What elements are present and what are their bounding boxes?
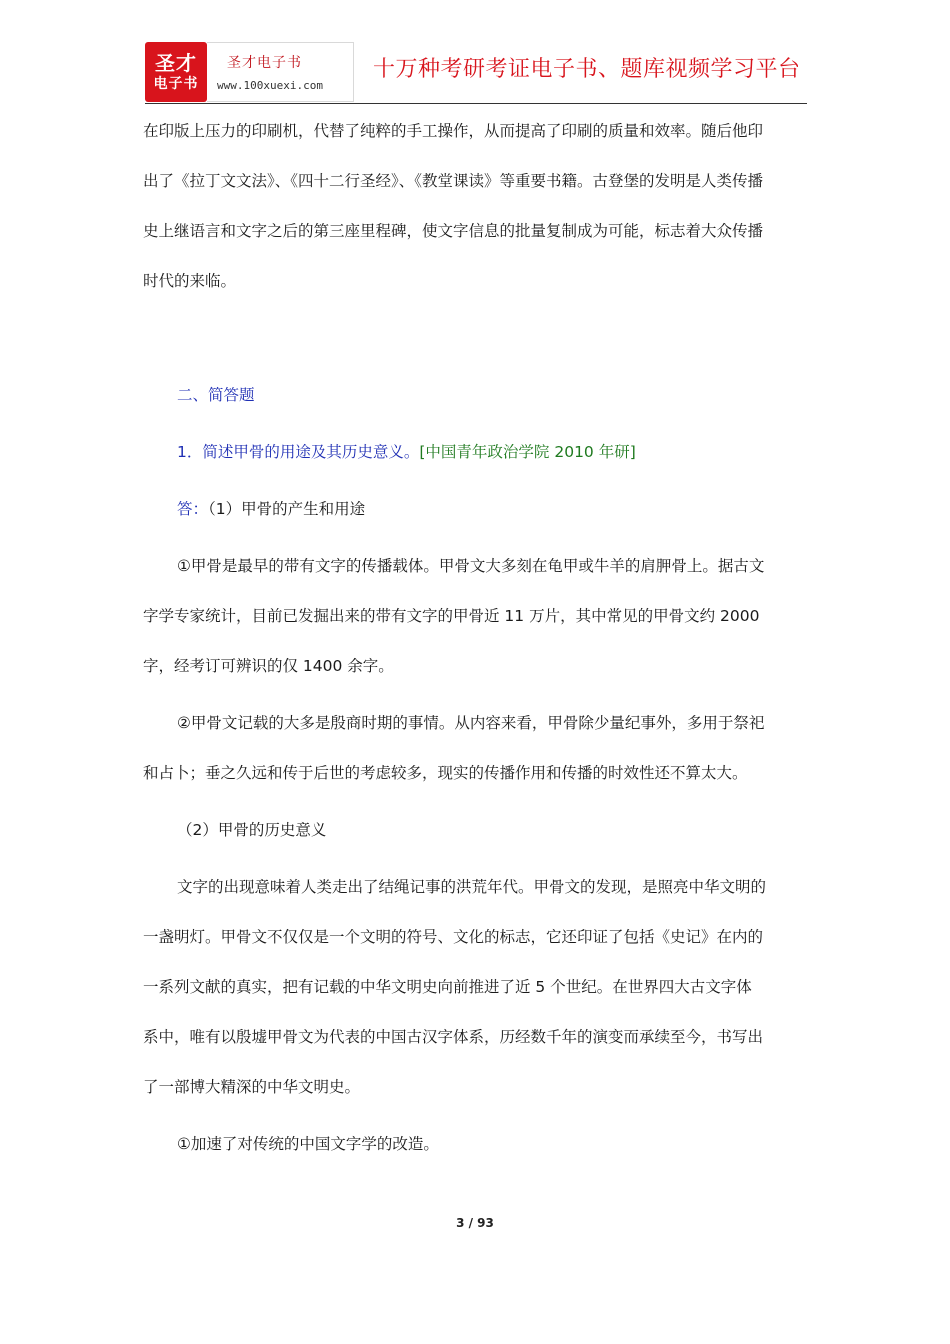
p3-line-4: 系中，唯有以殷墟甲骨文为代表的中国古汉字体系，历经数千年的演变而承续至今，书写出 (143, 1028, 764, 1046)
p3-line-1: 文字的出现意味着人类走出了结绳记事的洪荒年代。甲骨文的发现，是照亮中华文明的 (177, 878, 767, 896)
shengcai-logo (145, 42, 207, 102)
intro-line-3: 史上继语言和文字之后的第三座里程碑，使文字信息的批量复制成为可能，标志着大众传播 (143, 222, 764, 240)
p2-line-1: ②甲骨文记载的大多是殷商时期的事情。从内容来看，甲骨除少量纪事外，多用于祭祀 (177, 714, 765, 732)
p3-line-5: 了一部博大精深的中华文明史。 (143, 1078, 361, 1096)
p1-line-1: ①甲骨是最早的带有文字的传播载体。甲骨文大多刻在龟甲或牛羊的肩胛骨上。据古文 (177, 557, 765, 575)
intro-line-1: 在印版上压力的印刷机，代替了纯粹的手工操作，从而提高了印刷的质量和效率。随后他印 (143, 122, 764, 140)
brand-name: 圣才电子书 (227, 55, 302, 71)
brand-url: www.100xuexi.com (217, 79, 323, 92)
brand-box (207, 42, 354, 102)
intro-line-4: 时代的来临。 (143, 272, 237, 290)
section-title: 二、简答题 (177, 386, 255, 404)
p3-line-3: 一系列文献的真实，把有记载的中华文明史向前推进了近 5 个世纪。在世界四大古文字体 (143, 978, 752, 996)
answer-subheading-2: （2）甲骨的历史意义 (177, 821, 327, 839)
logo-text-bottom: 电子书 (153, 75, 199, 92)
p4-line-1: ①加速了对传统的中国文字学的改造。 (177, 1135, 439, 1153)
p3-line-2: 一盏明灯。甲骨文不仅仅是一个文明的符号、文化的标志，它还印证了包括《史记》在内的 (143, 928, 764, 946)
page-header (145, 42, 807, 104)
page-number: 3 / 93 (456, 1216, 494, 1230)
answer-subheading-1: （1）甲骨的产生和用途 (208, 500, 366, 518)
question-source: [中国青年政治学院 2010 年研] (419, 443, 636, 461)
question-text: 1．简述甲骨的用途及其历史意义。 (177, 443, 420, 461)
logo-text-top: 圣才 (155, 50, 197, 75)
answer-heading (177, 497, 842, 519)
header-divider (145, 103, 807, 104)
answer-label: 答： (177, 500, 209, 518)
p1-line-3: 字，经考订可辨识的仅 1400 余字。 (143, 657, 394, 675)
p2-line-2: 和占卜；垂之久远和传于后世的考虑较多，现实的传播作用和传播的时效性还不算太大。 (143, 764, 748, 782)
p1-line-2: 字学专家统计，目前已发掘出来的带有文字的甲骨近 11 万片，其中常见的甲骨文约 2000 (143, 607, 760, 625)
question (177, 440, 842, 462)
header-slogan: 十万种考研考证电子书、题库视频学习平台 (373, 57, 801, 82)
intro-line-2: 出了《拉丁文文法》、《四十二行圣经》、《教堂课读》等重要书籍。古登堡的发明是人类传播 (143, 172, 764, 190)
